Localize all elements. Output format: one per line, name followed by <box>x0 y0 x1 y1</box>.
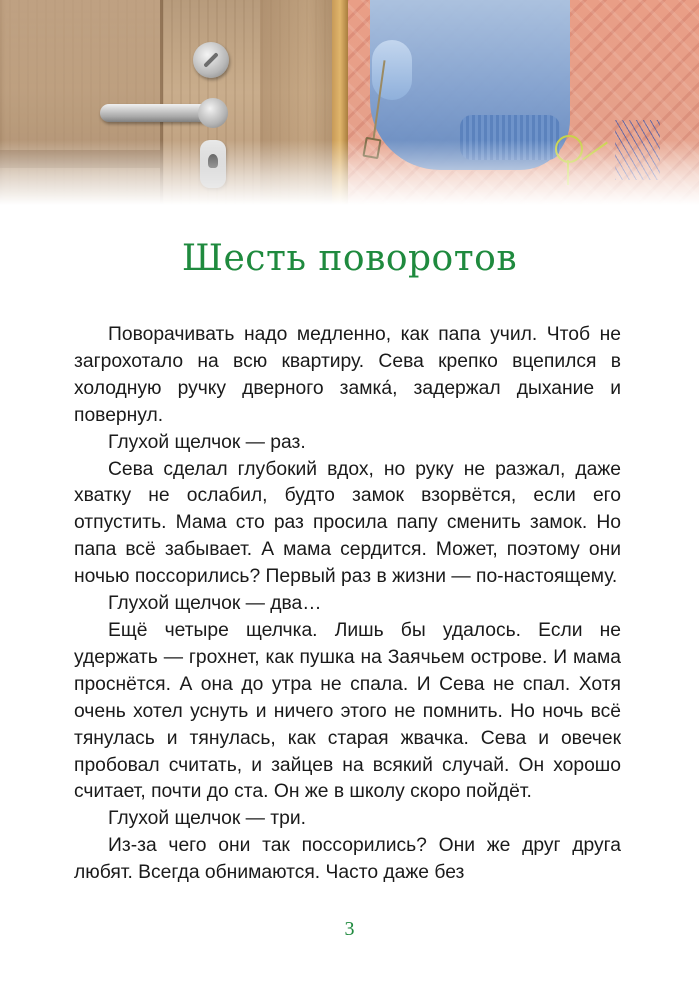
paragraph: Ещё четыре щелчка. Лишь бы удалось. Если не удержать — грохнет, как пушка на Заячьем острове. И мама проснётся. А она до утра не спала. И Сева не спал. Хотя очень хотел уснуть и ничего этого не помнить. Но ночь всё тянулась и тянулась, как старая жвачка. Сева и овечек пробовал считать, и зайцев на всякий случай. Он хорошо считает, почти до ста. Он же в школу скоро пойдёт. <box>74 619 621 803</box>
paragraph: Поворачивать надо медленно, как папа учил. Чтоб не загрохотало на всю квартиру. Сева крепко вцепился в холодную ручку дверного замка́, задержал дыхание и повернул. <box>74 324 621 426</box>
door-handle-rose <box>198 98 228 128</box>
paragraph: Глухой щелчок — три. <box>108 808 306 830</box>
page-number: 3 <box>344 918 355 940</box>
chapter-body <box>74 322 621 887</box>
paragraph: Из-за чего они так поссорились? Они же друг друга любят. Всегда обнимаются. Часто даже без <box>74 835 621 884</box>
paragraph: Глухой щелчок — два… <box>108 593 322 615</box>
illustration-fade <box>0 140 699 205</box>
paragraph: Сева сделал глубокий вдох, но руку не разжал, даже хватку не ослабил, будто замок взорвётся, если его отпустить. Мама сто раз просила папу сменить замок. Но папа всё забывает. А мама сердится. Может, поэтому они ночью поссорились? Первый раз в жизни — по-настоящему. <box>74 458 621 588</box>
header-illustration <box>0 0 699 205</box>
chapter-title: Шесть поворотов <box>181 238 518 279</box>
door-knob-icon <box>193 42 229 78</box>
jacket-sleeve <box>372 40 412 100</box>
paragraph: Глухой щелчок — раз. <box>108 431 306 453</box>
